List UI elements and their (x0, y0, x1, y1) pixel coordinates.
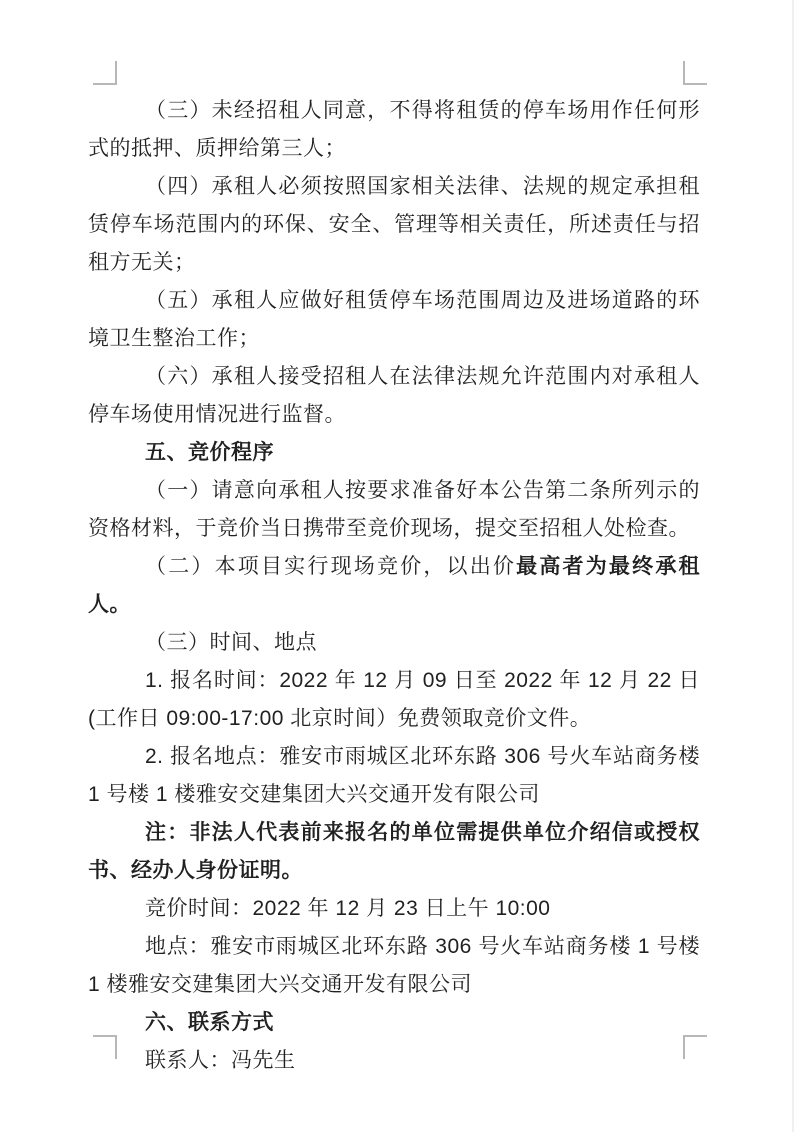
clause-6-supervision-text: （六）承租人接受招租人在法律法规允许范围内对承租人停车场使用情况进行监督。 (88, 365, 700, 426)
bidding-time (88, 890, 700, 928)
clause-6-supervision (88, 358, 700, 434)
clause-5-sanitation (88, 282, 700, 358)
section-6-heading-text: 六、联系方式 (145, 1011, 274, 1034)
crop-mark-top-left (93, 61, 117, 85)
bidding-step-1-materials (88, 472, 700, 548)
bidding-step-2-onsite-text: （二）本项目实行现场竞价，以出价 (145, 555, 517, 578)
page-right-edge-line (792, 0, 794, 1132)
contact-person-text: 联系人：冯先生 (145, 1049, 296, 1072)
note-authorization (88, 814, 700, 890)
note-authorization-text: 注：非法人代表前来报名的单位需提供单位介绍信或授权书、经办人身份证明。 (88, 821, 700, 882)
clause-3-pledge (88, 92, 700, 168)
bidding-place (88, 928, 700, 1004)
bidding-time-text: 竞价时间：2022 年 12 月 23 日上午 10:00 (145, 897, 551, 920)
registration-time-text: 1. 报名时间：2022 年 12 月 09 日至 2022 年 12 月 22 日(工作日 09:00-17:00 北京时间）免费领取竞价文件。 (88, 669, 700, 730)
clause-4-responsibility (88, 168, 700, 282)
registration-place (88, 738, 700, 814)
section-5-heading-text: 五、竞价程序 (145, 441, 274, 464)
clause-4-responsibility-text: （四）承租人必须按照国家相关法律、法规的规定承担租赁停车场范围内的环保、安全、管理等相关责任，所述责任与招租方无关； (88, 175, 700, 274)
section-6-heading (88, 1004, 700, 1042)
bidding-step-3-time-place-text: （三）时间、地点 (145, 631, 317, 654)
bidding-step-1-materials-text: （一）请意向承租人按要求准备好本公告第二条所列示的资格材料，于竞价当日携带至竞价现场，提交至招租人处检查。 (88, 479, 700, 540)
contact-person (88, 1042, 700, 1080)
crop-mark-top-right (683, 61, 707, 85)
document-body (88, 92, 700, 1080)
section-5-heading (88, 434, 700, 472)
bidding-step-2-onsite-text: 最高者为最终承租人。 (88, 555, 701, 616)
bidding-step-2-onsite (88, 548, 700, 624)
bidding-step-3-time-place (88, 624, 700, 662)
registration-time (88, 662, 700, 738)
bidding-place-text: 地点：雅安市雨城区北环东路 306 号火车站商务楼 1 号楼 1 楼雅安交建集团大兴交通开发有限公司 (88, 935, 700, 996)
clause-5-sanitation-text: （五）承租人应做好租赁停车场范围周边及进场道路的环境卫生整治工作； (88, 289, 700, 350)
clause-3-pledge-text: （三）未经招租人同意，不得将租赁的停车场用作任何形式的抵押、质押给第三人； (88, 99, 700, 160)
registration-place-text: 2. 报名地点：雅安市雨城区北环东路 306 号火车站商务楼 1 号楼 1 楼雅安交建集团大兴交通开发有限公司 (88, 745, 700, 806)
